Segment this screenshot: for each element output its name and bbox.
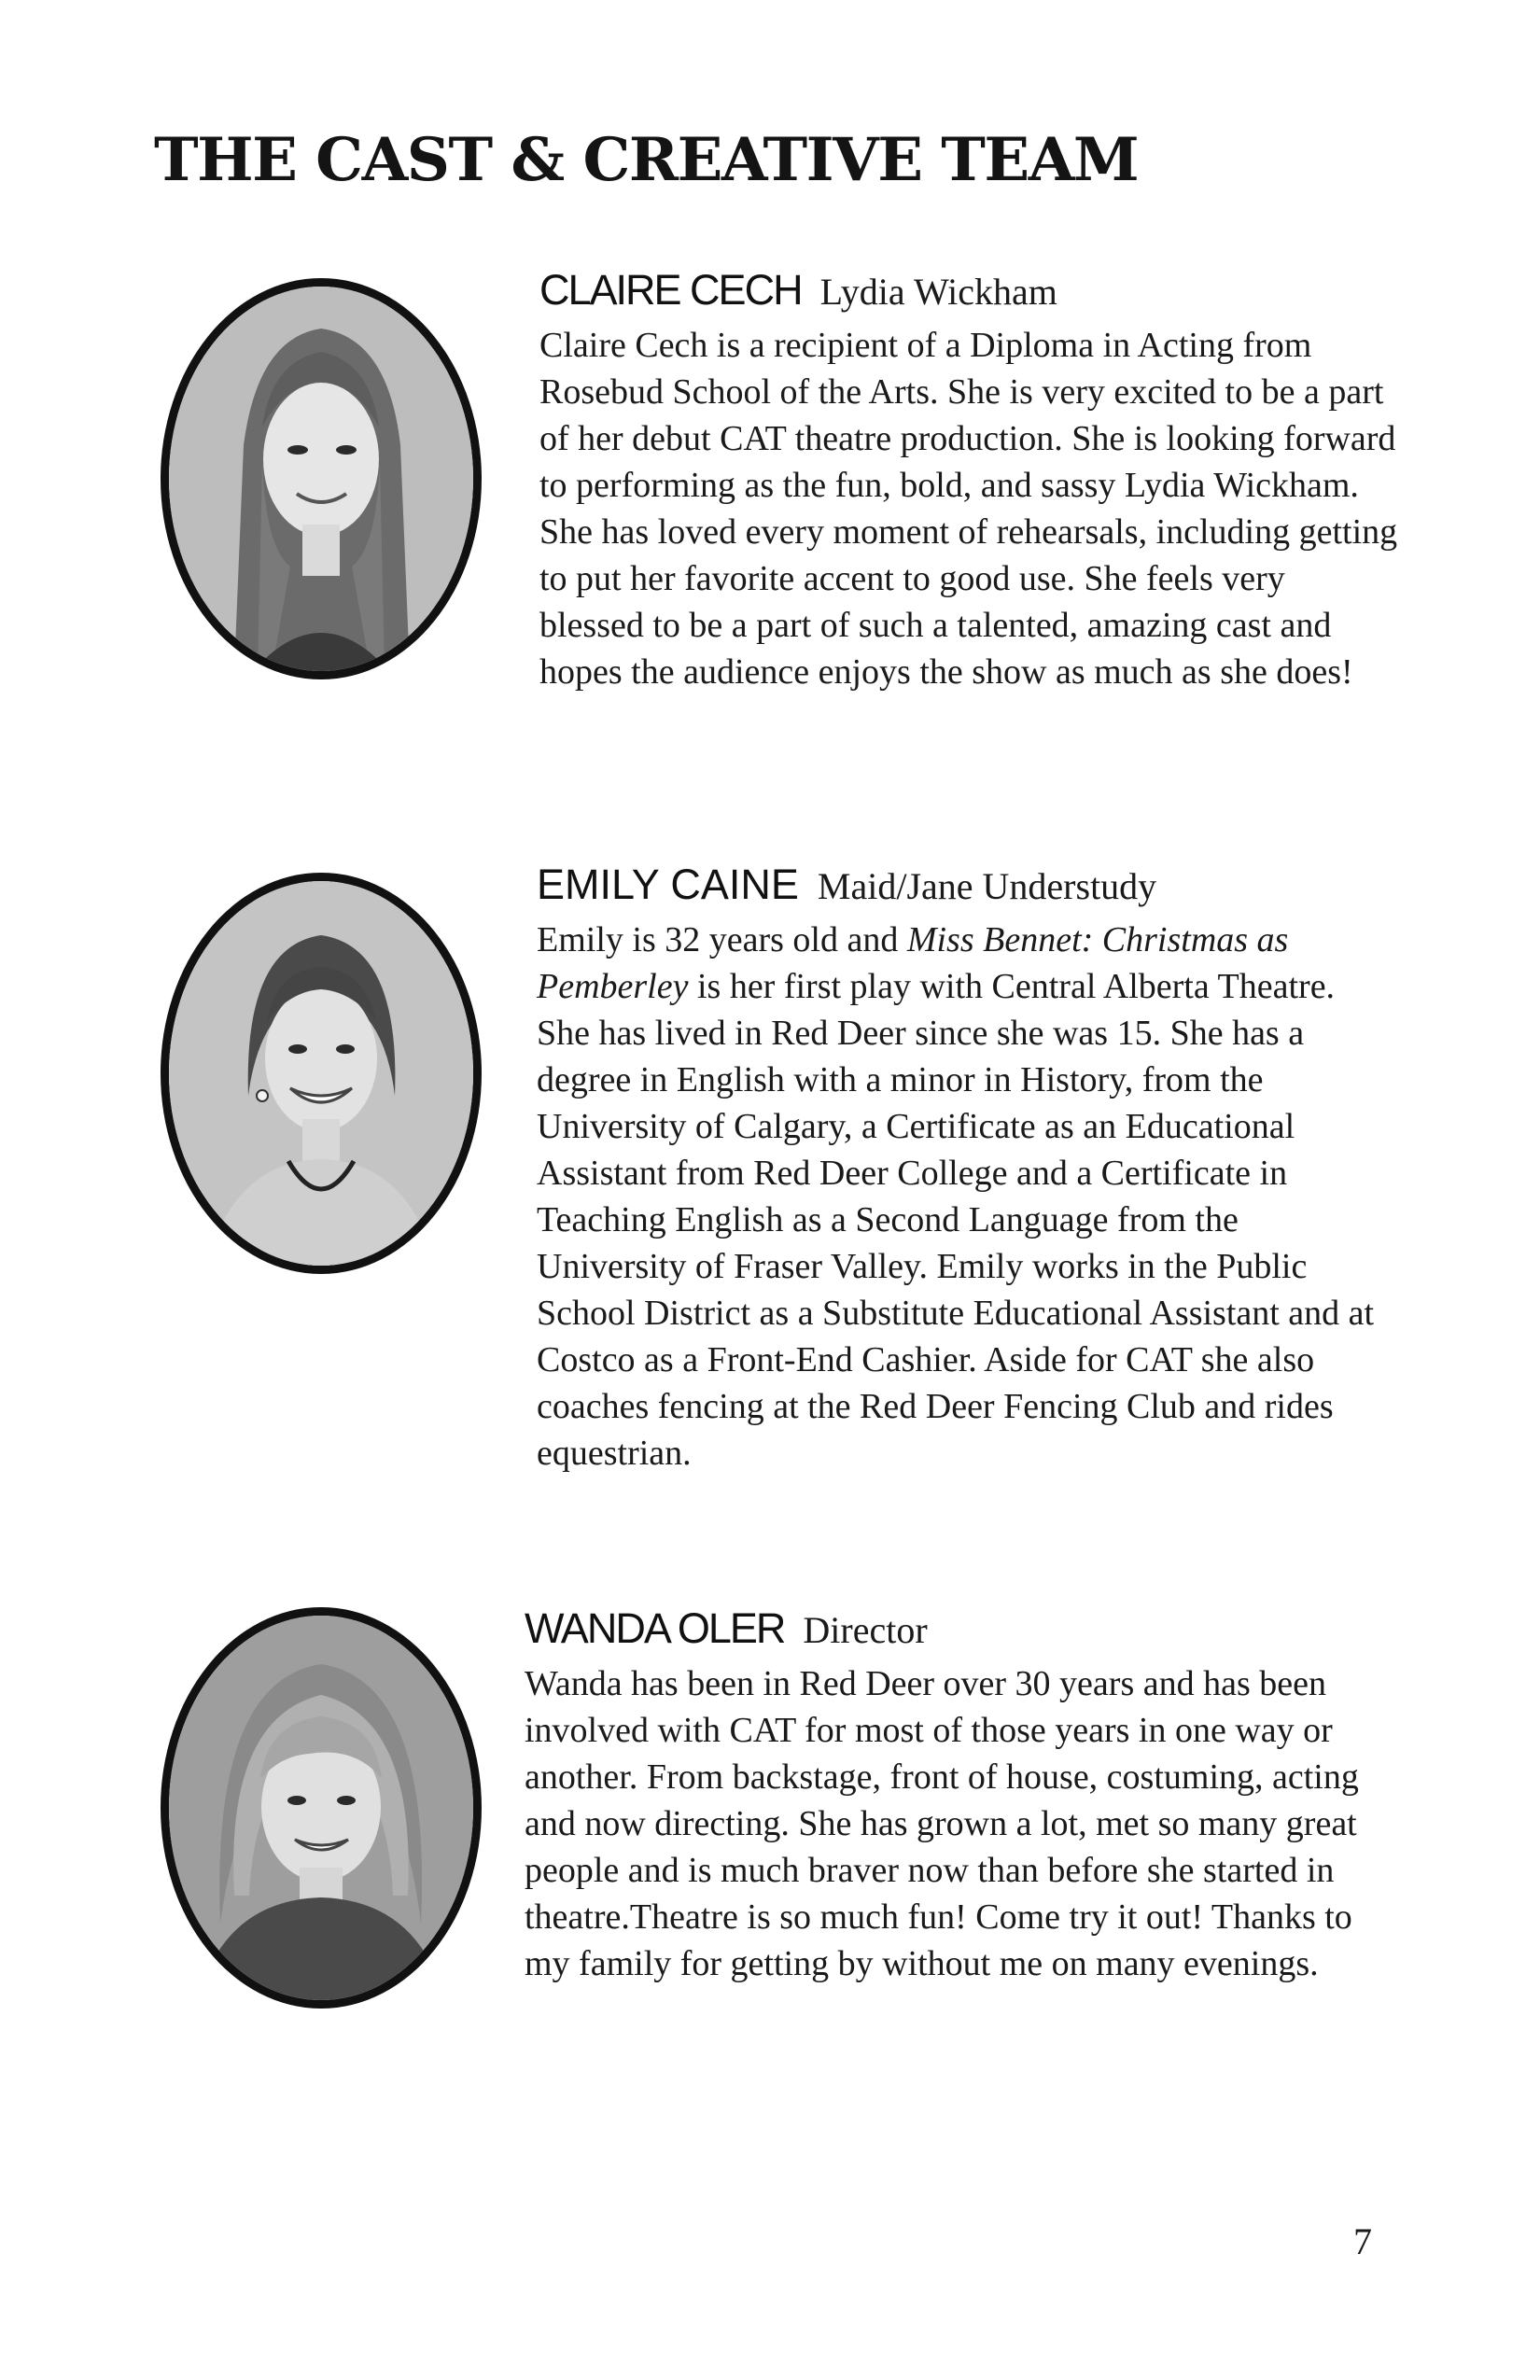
member-entry-emily-caine — [537, 863, 1395, 1477]
play-title: Miss Bennet: Christmas as Pemberley — [537, 920, 1289, 1006]
portrait-wanda-oler — [161, 1607, 482, 2009]
member-role: Lydia Wickham — [819, 271, 1057, 313]
member-heading — [525, 1604, 1383, 1652]
member-heading — [537, 861, 1395, 908]
portrait-claire-cech — [161, 278, 482, 679]
member-role: Maid/Jane Understudy — [817, 865, 1157, 907]
member-role: Director — [803, 1609, 928, 1651]
member-heading — [539, 266, 1398, 314]
member-bio: Wanda has been in Red Deer over 30 years and has been involved with CAT for most of those years in one way or another. From backstage, front of house, costuming, acting and now directing. She has grown a lot, met so many great people and is much braver now than before she started in theatre.Theatre is so much fun! Come try it out! Thanks to my family for getting by without me on many evenings. — [525, 1664, 1359, 1983]
portrait-emily-caine — [161, 873, 482, 1274]
member-name: EMILY CAINE — [537, 861, 799, 908]
member-bio-lead: Emily is 32 years old and — [537, 920, 907, 959]
page-title: THE CAST & CREATIVE TEAM — [154, 125, 1139, 195]
member-entry-wanda-oler — [525, 1604, 1383, 1987]
member-bio: Claire Cech is a recipient of a Diploma in Acting from Rosebud School of the Arts. She is very excited to be a part of her debut CAT theatre production. She is looking forward to performing as the fun, bold, and sassy Lydia Wickham. She has loved every moment of rehearsals, including getting to put her favorite accent to good use. She feels very blessed to be a part of such a talented, amazing cast and hopes the audience enjoys the show as much as she does! — [539, 326, 1398, 692]
page-number: 7 — [1353, 2220, 1372, 2262]
member-entry-claire-cech — [539, 266, 1398, 695]
member-name: WANDA OLER — [525, 1604, 785, 1652]
member-bio — [537, 917, 1395, 1477]
member-name: CLAIRE CECH — [539, 266, 802, 314]
member-bio-rest: is her first play with Central Alberta Theatre. She has lived in Red Deer since she was 15. She has a degree in English with a minor in History, from the University of Calgary, a Certificate as an Educational Assistant from Red Deer College and a Certificate in Teaching English as a Second Language from the University of Fraser Valley. Emily works in the Public School District as a Substitute Educational Assistant and at Costco as a Front-End Cashier. Aside for CAT she also coaches fencing at the Red Deer Fencing Club and rides equestrian. — [537, 967, 1375, 1473]
